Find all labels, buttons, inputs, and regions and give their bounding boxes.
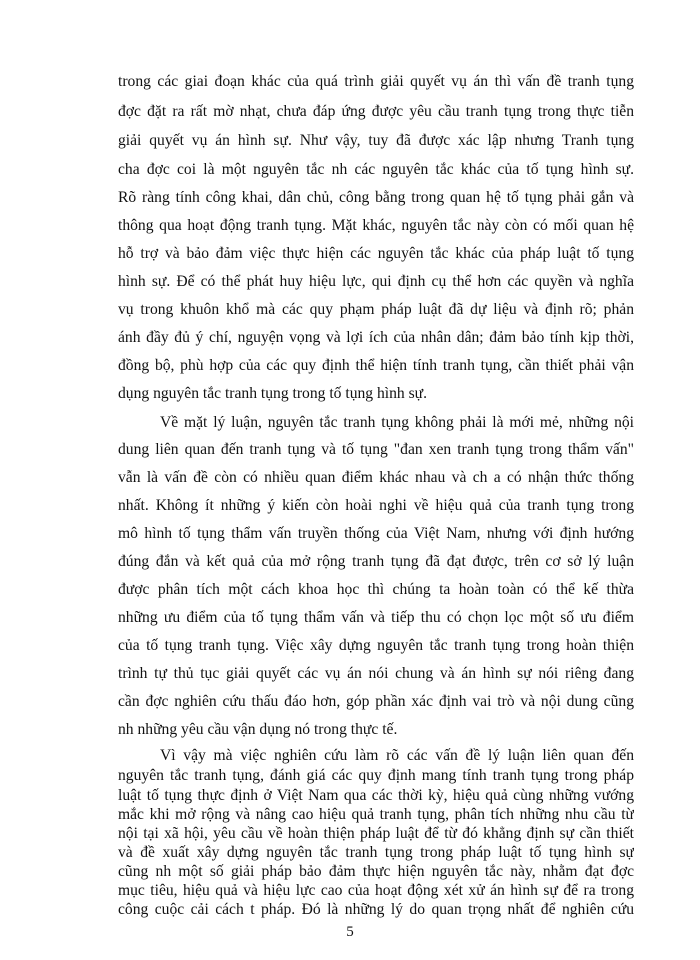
text-line: hỗ trợ và bảo đảm việc thực hiện các nguyên tắc khác của pháp luật tố tụng (118, 245, 634, 262)
text-line: hình sự. Để có thể phát huy hiệu lực, qui định cụ thể hơn các quyền và nghĩa (118, 273, 634, 290)
text-line: luật tố tụng thực định ở Việt Nam qua các thời kỳ, hiệu quả cùng những vướng (118, 787, 634, 804)
text-line: ánh đầy đủ ý chí, nguyện vọng và lợi ích của nhân dân; đảm bảo tính kịp thời, (118, 329, 634, 346)
text-line: nguyên tắc tranh tụng, đánh giá các quy định mang tính tranh tụng trong pháp (118, 767, 634, 784)
text-line: dung liên quan đến tranh tụng và tố tụng "đan xen tranh tụng trong thẩm vấn" (118, 441, 634, 458)
text-line: Rõ ràng tính công khai, dân chủ, công bằng trong quan hệ tố tụng phải gắn và (118, 189, 634, 206)
text-line: của tố tụng tranh tụng. Việc xây dựng nguyên tắc tranh tụng trong hoàn thiện (118, 637, 634, 654)
text-line: nội tại xã hội, yêu cầu về hoàn thiện pháp luật để từ đó khẳng định sự cần thiết (118, 825, 634, 842)
text-line: được phân tích một cách khoa học thì chúng ta hoàn toàn có thể kế thừa (118, 581, 634, 598)
text-line: Vì vậy mà việc nghiên cứu làm rõ các vấn đề lý luận liên quan đến (160, 747, 634, 764)
page-number: 5 (346, 924, 354, 940)
text-line: nhất. Không ít những ý kiến còn hoài nghi về hiệu quả của tranh tụng trong (118, 497, 634, 514)
text-line: những ưu điểm của tố tụng thẩm vấn và tiếp thu có chọn lọc một số ưu điểm (118, 609, 634, 626)
text-line: đồng bộ, phù hợp của các quy định thể hiện tính tranh tụng, cần thiết phải vận (118, 357, 634, 374)
text-line: trình tự thủ tục giải quyết các vụ án nói chung và án hình sự nói riêng đang (118, 665, 634, 682)
text-line: đợc đặt ra rất mờ nhạt, chưa đáp ứng được yêu cầu tranh tụng trong thực tiễn (118, 103, 634, 120)
text-line: nh những yêu cầu vận dụng nó trong thực tế. (118, 721, 398, 738)
text-line: thông qua hoạt động tranh tụng. Mặt khác, nguyên tắc này còn có mối quan hệ (118, 217, 634, 234)
text-line: vụ trong khuôn khổ mà các quy phạm pháp luật đã dự liệu và định rõ; phản (118, 301, 634, 318)
text-line: và đề xuất xây dựng nguyên tắc tranh tụng trong pháp luật tố tụng hình sự (118, 844, 634, 861)
text-line: dụng nguyên tắc tranh tụng trong tố tụng hình sự. (118, 385, 428, 402)
text-line: công cuộc cải cách t pháp. Đó là những lý do quan trọng nhất để nghiên cứu (118, 901, 634, 918)
text-line: cần đợc nghiên cứu thấu đáo hơn, góp phần xác định vai trò và nội dung cũng (118, 693, 634, 710)
text-line: giải quyết vụ án hình sự. Như vậy, tuy đã được xác lập nhưng Tranh tụng (118, 132, 634, 149)
text-line: cha đợc coi là một nguyên tắc nh các nguyên tắc khác của tố tụng hình sự. (118, 161, 634, 178)
text-line: mô hình tố tụng thẩm vấn truyền thống của Việt Nam, nhưng với định hướng (118, 525, 634, 542)
text-line: cũng nh một số giải pháp bảo đảm thực hiện nguyên tắc này, nhằm đạt đợc (118, 863, 634, 880)
text-line: vẫn là vấn đề còn có nhiều quan điểm khác nhau và ch a có nhận thức thống (118, 469, 634, 486)
text-line: mục tiêu, hiệu quả và hiệu lực cao của hoạt động xét xử án hình sự để ra trong (118, 882, 634, 899)
text-line: Về mặt lý luận, nguyên tắc tranh tụng không phải là mới mẻ, những nội (160, 414, 634, 431)
text-line: mắc khi mở rộng và nâng cao hiệu quả tranh tụng, phân tích những nhu cầu từ (118, 806, 634, 823)
text-line: đúng đắn và kết quả của mở rộng tranh tụng đã đạt được, trên cơ sở lý luận (118, 553, 634, 570)
text-line: trong các giai đoạn khác của quá trình giải quyết vụ án thì vấn đề tranh tụng (118, 73, 634, 90)
